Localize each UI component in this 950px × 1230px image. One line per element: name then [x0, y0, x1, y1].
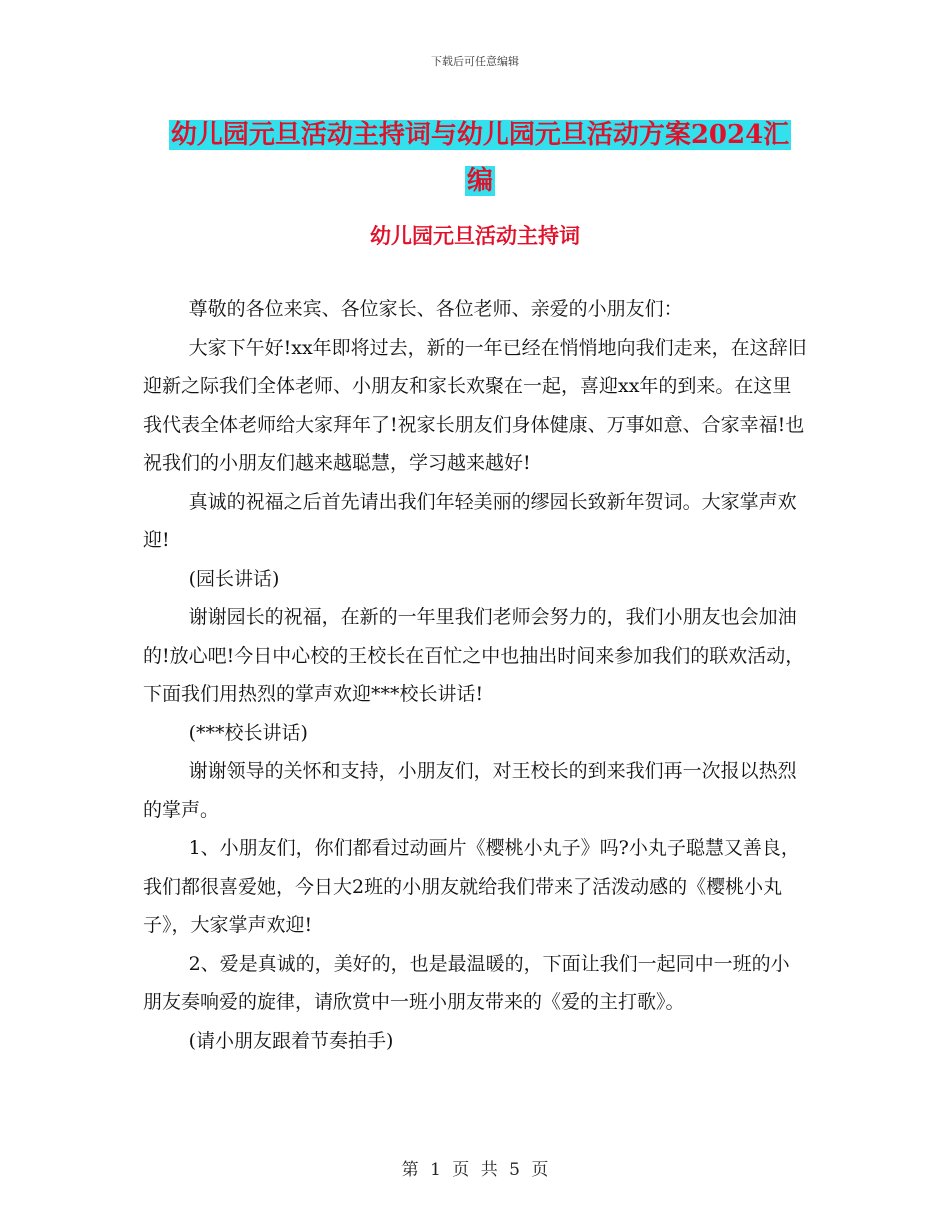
- paragraph-thanks-director: 谢谢园长的祝福，在新的一年里我们老师会努力的，我们小朋友也会加油的!放心吧!今日中心校的王校长在百忙之中也抽出时间来参加我们的联欢活动，下面我们用热烈的掌声欢迎***校长讲话!: [143, 606, 805, 705]
- paragraph-director-speech: (园长讲话): [188, 567, 280, 590]
- paragraph-thanks-leaders: 谢谢领导的关怀和支持，小朋友们，对王校长的到来我们再一次报以热烈的掌声。: [143, 760, 797, 821]
- paragraph-clap-note: (请小朋友跟着节奏拍手): [188, 1029, 394, 1052]
- paragraph-program-2: 2、爱是真诚的，美好的，也是最温暖的，下面让我们一起同中一班的小朋友奏响爱的旋律，请欣赏中一班小朋友带来的《爱的主打歌》。: [143, 952, 790, 1013]
- header-note: 下载后可任意编辑: [431, 55, 519, 68]
- document-title: [140, 112, 820, 204]
- paragraph-opening: 大家下午好!xx年即将过去，新的一年已经在悄悄地向我们走来，在这辞旧迎新之际我们全体老师、小朋友和家长欢聚在一起，喜迎xx年的到来。在这里我代表全体老师给大家拜年了!祝家长朋友们身体健康、万事如意、合家幸福!也祝我们的小朋友们越来越聪慧，学习越来越好!: [143, 336, 807, 474]
- section-title: 幼儿园元旦活动主持词: [370, 223, 580, 248]
- body-text: [143, 290, 808, 1060]
- paragraph-program-1: 1、小朋友们，你们都看过动画片《樱桃小丸子》吗?小丸子聪慧又善良，我们都很喜爱她，今日大2班的小朋友就给我们带来了活泼动感的《樱桃小丸子》，大家掌声欢迎!: [143, 837, 800, 936]
- paragraph-invite-director: 真诚的祝福之后首先请出我们年轻美丽的缪园长致新年贺词。大家掌声欢迎!: [143, 490, 797, 551]
- page-footer: 第 1 页 共 5 页: [401, 1160, 549, 1180]
- document-title-line-2: 编: [466, 166, 493, 196]
- paragraph-principal-speech: (***校长讲话): [188, 721, 308, 744]
- document-title-line-1: 幼儿园元旦活动主持词与幼儿园元旦活动方案2024汇: [170, 120, 790, 150]
- paragraph-greeting: 尊敬的各位来宾、各位家长、各位老师、亲爱的小朋友们：: [188, 298, 683, 320]
